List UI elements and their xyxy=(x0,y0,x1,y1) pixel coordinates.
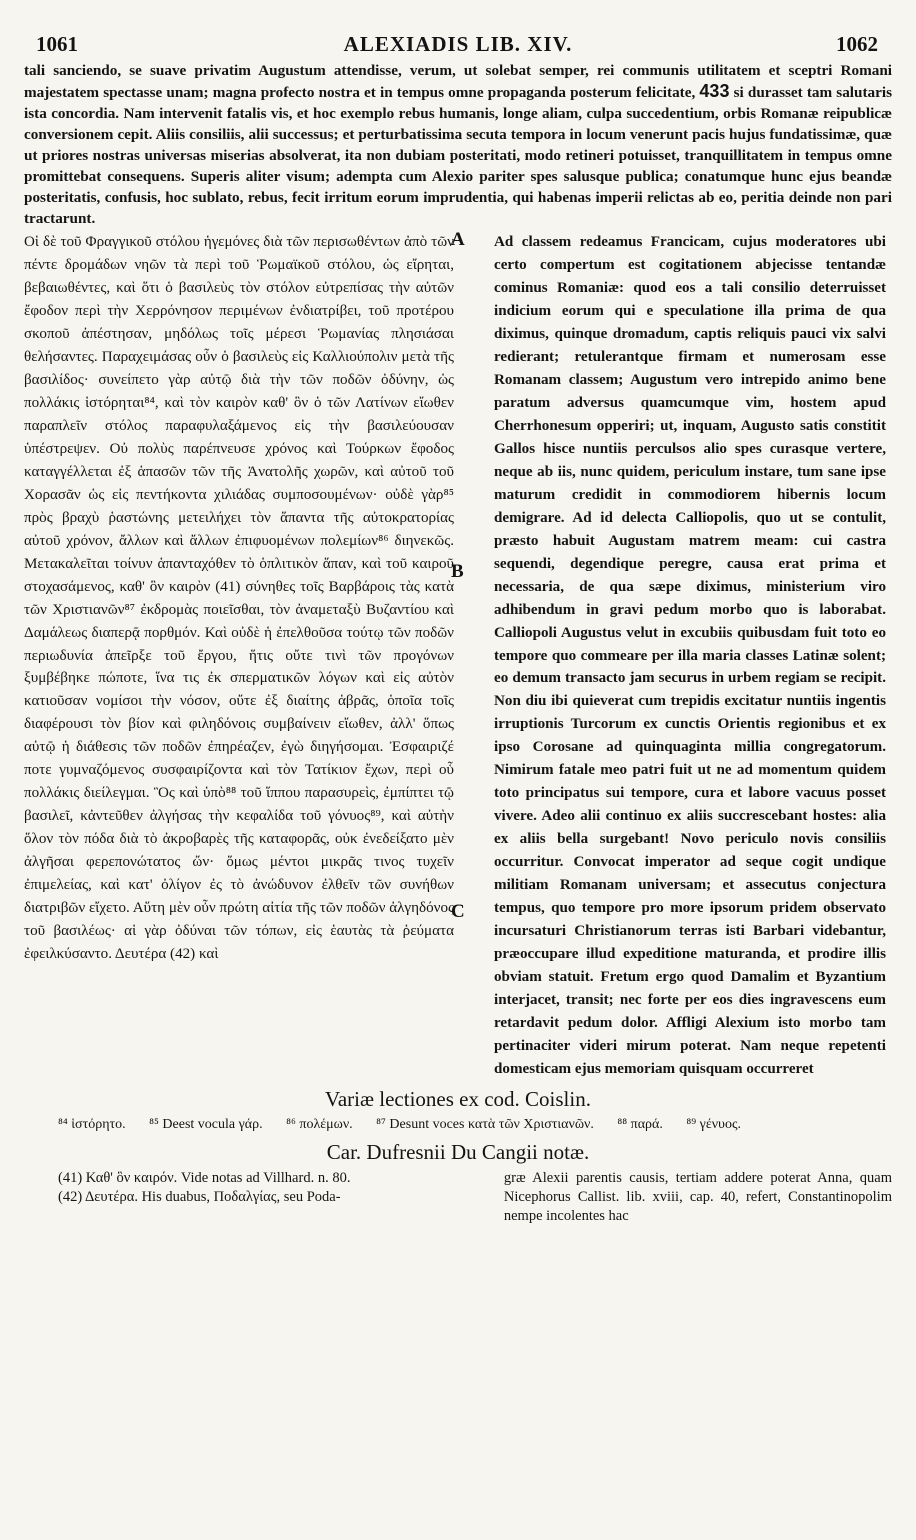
latin-continuation-text-2: si durasset tam salutaris ista concordia. Nam intervenit fatalis vis, et hoc exemplo rebus humanis, longe aliam, culpa succedentium, orbis Romanæ reipublicæ conversionem cepit. Aliis consiliis, alii successus; et perturbatissima secuta tempora in locum venerunt pacis hujus fundatissimæ, quæ ut priores nostras universas miserias absolverat, ita non dubiam posteritati, modo retineri potuisset, tranquillitatem in tempus omne promittebat consequens. Superis aliter visum; adempta cum Alexio pariter spes salusque publica; conatumque hunc ejus beandæ posteritatis, confusis, hoc sublato, rebus, fecit irritum eorum imprudentia, qui habenas imperii relictas ab eo, peritia deinde non pari tractarunt. xyxy=(24,84,892,228)
variant-item: ⁸⁶ πολέμων. xyxy=(286,1116,353,1132)
page-header xyxy=(24,26,892,60)
margin-letter-b: B xyxy=(451,561,464,583)
two-column-body xyxy=(24,231,892,1080)
notes-body xyxy=(24,1169,892,1226)
latin-continuation-paragraph xyxy=(24,60,892,229)
variants-heading: Variæ lectiones ex cod. Coislin. xyxy=(325,1086,591,1111)
latin-column xyxy=(460,231,886,1080)
variant-item: ⁸⁷ Desunt voces κατὰ τῶν Χριστιανῶν. xyxy=(376,1116,594,1132)
variant-readings xyxy=(24,1116,892,1134)
variant-item: ⁸⁸ παρά. xyxy=(617,1116,663,1132)
notes-left-column xyxy=(24,1169,488,1226)
latin-paragraph: Ad classem redeamus Francicam, cujus moderatores ubi certo compertum est cogitationem abjecisse tentandæ cominus Romaniæ: quod eos a tali consilio deterruisset indicium eorum qui e speculatione illa prima de qua diximus, quinque dromadum, captis reliquis pauci vix salvi redierant; retulerantque firmam et numerosam esse Romanam classem; Augustum vero intrepido animo bene paratum adversus quamcumque vim, hostem apud Cherrhonesum opperiri; ut, inquam, Augusto satis constitit Gallos hisce nuntiis perculsos alio spes curasque vertere, neque ab iis, nunc quidem, periculum instare, tum sane ipse maturum credidit in commodiorem hibernis locum demigrare. Ad id delecta Calliopolis, quo ut se contulit, præsto habuit Augustam matrem meam: cui castra sequendi, degendique peregre, causa erat prima et necessaria, de qua sæpe diximus, ministerium viro adhibendum in gravi pedum morbo quo is laborabat. Calliopoli Augustus velut in excubiis quibusdam fuit toto eo tempore quo commeare per illa maria classes Latinæ solent; eo demum transacto jam securus in urbem regiam se recipit. Non diu ibi quieverat cum trepidis excitatur nuntiis ingentis irruptionis Turcorum ex cunctis Orientis regionibus et ex ipso Corosane ad quinquaginta millia congregatorum. Nimirum fatale meo patri fuit ut ne ad momentum quidem toto principatus sui tempore, cura et labore vacuus posset vivere. Adeo alii continuo ex aliis succrescebant hostes: alia ex aliis bella surgebant! Novo periculo novis consiliis occurritur. Convocat imperator ad seque cogit undique militiam Romanam universam; et assecutus conjectura tempus, quo tempore pro more ipsorum pridem observato incursaturi Christianorum terras isti Barbari videbantur, præoccupare illud expeditione maturanda, et prodire illis obviam statuit. Fretum ergo quod Damalim et Byzantium interjacet, transit; nec forte per eos dies ingravescens eum retardavit pedum dolor. Affligi Alexium isto morbo tam pertinaciter videri mirum poterat. Nam neque repetenti domesticam ejus memoriam quisquam occurreret xyxy=(494,234,886,1077)
notes-heading: Car. Dufresnii Du Cangii notæ. xyxy=(326,1139,590,1164)
page-number-left: 1061 xyxy=(36,32,78,56)
note-41: (41) Καθ' ὃν καιρόν. Vide notas ad Villhard. n. 80. xyxy=(58,1169,351,1186)
note-42: (42) Δευτέρα. His duabus, Ποδαλγίας, seu Poda- xyxy=(58,1188,341,1205)
variant-item: ⁸⁹ γένυος. xyxy=(686,1116,742,1132)
latin-continuation xyxy=(24,60,892,229)
note-continuation: græ Alexii parentis causis, tertiam addere poterat Anna, quam Nicephorus Callist. lib. xviii, cap. 40, refert, Constantinopolim nempe incolentes hac xyxy=(503,1169,892,1224)
greek-column xyxy=(24,231,460,1080)
page-number-right: 1062 xyxy=(836,32,878,56)
section-number: 433 xyxy=(699,81,730,102)
margin-letter-c: C xyxy=(451,901,465,923)
greek-paragraph: Οἱ δὲ τοῦ Φραγγικοῦ στόλου ἡγεμόνες διὰ τῶν περισωθέντων ἀπὸ τῶν πέντε δρομάδων νηῶν τὰ περὶ τοῦ Ῥωμαϊκοῦ στόλου, ὡς εἴρηται, βεβαιωθέντες, καὶ ὅτι ὁ βασιλεὺς τὸν στόλον εὐτρεπίσας τὴν αὐτῶν ἔφοδον περὶ τὴν Χερρόνησον περιμένων ἐνδιατρίβει, τοῦ προτέρου σκοποῦ ἀπέστησαν, μηδόλως τοῖς μέρεσι Ῥωμανίας πλησιάσαι θελήσαντες. Παραχειμάσας οὖν ὁ βασιλεὺς εἰς Καλλιούπολιν μετὰ τῆς βασιλίδος· συνείπετο γὰρ αὐτῷ διὰ τὴν τῶν ποδῶν ὀδύνην, ὡς πολλάκις ἱστόρηται⁸⁴, καὶ τὸν καιρὸν καθ' ὃν ὁ τῶν Λατίνων εἴωθεν παραπλεῖν στόλος παραφυλαξάμενος εἰς τὴν βασιλεύουσαν ὑπέστρεψεν. Οὐ πολὺς παρέπνευσε χρόνος καὶ Τούρκων ἔφοδος καταγγέλλεται ἐξ ἁπασῶν τῶν τῆς Ἀνατολῆς χωρῶν, καὶ αὐτοῦ τοῦ Χορασᾶν ὡς εἰς πεντήκοντα χιλιάδας συμποσουμένων· οὐδὲ γὰρ⁸⁵ πρὸς βραχὺ ῥαστώνης μετειλήχει τὸν ἅπαντα τῆς αὐτοκρατορίας αὐτοῦ χρόνον, ἄλλων καὶ ἄλλων ἐπιφυομένων πολεμίων⁸⁶ διηνεκῶς. Μετακαλεῖται τοίνυν ἁπανταχόθεν τὸ ὁπλιτικὸν ἅπαν, καὶ τοῦ καιροῦ στοχασάμενος, καθ' ὃν καιρὸν (41) σύνηθες τοῖς Βαρβάροις τὰς κατὰ τῶν Χριστιανῶν⁸⁷ ἐκδρομὰς ποιεῖσθαι, τὸν ἀναμεταξὺ Βυζαντίου καὶ Δαμάλεως διαπερᾷ πορθμόν. Καὶ οὐδὲ ἡ ἐπελθοῦσα τούτῳ τῶν ποδῶν περιωδυνία ἀπεῖρξε τοῦ ἔργου, ἥτις οὔτε τινὶ τῶν προγόνων ξυμβέβηκε πώποτε, ἵνα τις ἐκ σπερματικῶν λόγων καὶ εἰς αὐτὸν κατιοῦσαν νομίσοι τὴν νόσον, οὔτε ἐξ διαίτης ἁβρᾶς, ὁποῖα τοῖς διαφέρουσι τὸν βίον καὶ φιληδόνοις συμβαίνειν εἴωθεν, ἀλλ' ὅπως αὐτῷ ἡ διάθεσις τῶν ποδῶν ἐπηρέαζεν, ἐγὼ διηγήσομαι. Ἐσφαιριζέ ποτε γυμναζόμενος συσφαιρίζοντα καὶ τὸν Τατίκιον ἔχων, περὶ οὗ πολλάκις διείλεγμαι. Ὃς καὶ ὑπὸ⁸⁸ τοῦ ἵππου παρασυρεὶς, ἐμπίπτει τῷ βασιλεῖ, κἀντεῦθεν ἀλγήσας τὴν κεφαλίδα τοῦ γόνυος⁸⁹, καὶ αὐτὴν ὅλον τὸν πόδα διὰ τὸ ἀκροβαρὲς τῆς καταφορᾶς, οὐκ ἐνεδείξατο μὲν ἀλγῆσαι φερεπονώτατος ὤν· ὅμως μέντοι μικρᾶς τινος τυχεῖν ἐπιμελείας, καὶ κατ' ὀλίγον ἐς τὸ ἀνώδυνον ἐλθεῖν τῶν συνήθων διατριβῶν εἴχετο. Αὕτη μὲν οὖν πρώτη αἰτία τῆς τῶν ποδῶν ἀλγηδόνος τοῦ βασιλέως· αἱ γὰρ ὀδύναι τῶν τόπων, εἰς ἑαυτὰς τὰ ῥεύματα ἐφειλκύσαντο. Δευτέρα (42) καὶ xyxy=(24,234,454,962)
running-title: ALEXIADIS LIB. XIV. xyxy=(343,32,573,56)
notes-right-column xyxy=(488,1169,892,1226)
variant-item: ⁸⁴ ἱστόρητο. xyxy=(58,1116,126,1132)
margin-letter-a: A xyxy=(451,229,465,251)
latin-continuation-text-1: tali sanciendo, se suave privatim Augustum attendisse, verum, ut solebat semper, rei communis utilitatem et sceptri Romani majestatem spectasse unam; magna profecto nostra et in tempus omne propaganda posterum felicitate, xyxy=(24,62,892,102)
variant-item: ⁸⁵ Deest vocula γάρ. xyxy=(149,1116,263,1132)
